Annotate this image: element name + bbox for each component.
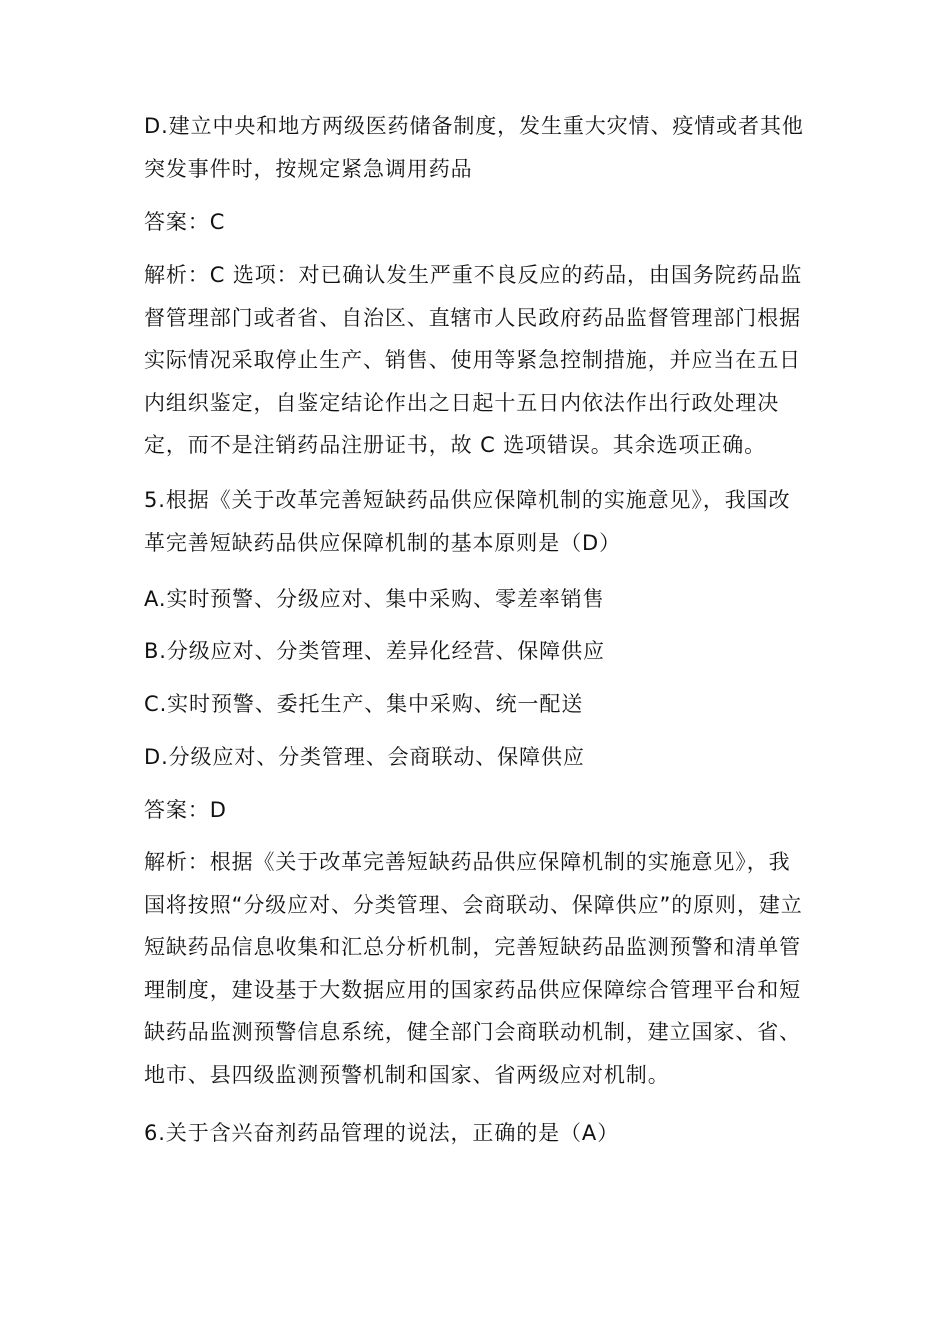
option-d-previous-question xyxy=(144,105,808,190)
option-5-d xyxy=(144,736,808,779)
analysis-4 xyxy=(144,254,808,467)
question-6 xyxy=(144,1112,808,1155)
option-text: C.实时预警、委托生产、集中采购、统一配送 xyxy=(144,692,584,716)
option-5-b xyxy=(144,630,808,673)
option-text: A.实时预警、分级应对、集中采购、零差率销售 xyxy=(144,587,605,611)
text-line: 5.根据《关于改革完善短缺药品供应保障机制的实施意见》，我国改 xyxy=(144,488,791,512)
text-line: 缺药品监测预警信息系统，健全部门会商联动机制，建立国家、省、 xyxy=(144,1020,801,1044)
answer-5 xyxy=(144,789,808,832)
answer-text: 答案：C xyxy=(144,210,226,234)
text-line: 理制度，建设基于大数据应用的国家药品供应保障综合管理平台和短 xyxy=(144,977,801,1002)
option-5-a xyxy=(144,578,808,621)
text-line: 内组织鉴定，自鉴定结论作出之日起十五日内依法作出行政处理决 xyxy=(144,390,780,415)
text-line: D.建立中央和地方两级医药储备制度，发生重大灾情、疫情或者其他 xyxy=(144,114,804,138)
option-text: B.分级应对、分类管理、差异化经营、保障供应 xyxy=(144,639,605,663)
text-line: 短缺药品信息收集和汇总分析机制，完善短缺药品监测预警和清单管 xyxy=(144,935,801,959)
text-line: 地市、县四级监测预警机制和国家、省两级应对机制。 xyxy=(144,1062,670,1087)
answer-text: 答案：D xyxy=(144,798,227,822)
question-5 xyxy=(144,479,808,564)
text-line: 实际情况采取停止生产、销售、使用等紧急控制措施，并应当在五日 xyxy=(144,348,801,372)
option-text: D.分级应对、分类管理、会商联动、保障供应 xyxy=(144,745,585,769)
question-text: 6.关于含兴奋剂药品管理的说法，正确的是（A） xyxy=(144,1121,620,1145)
text-line: 国将按照“分级应对、分类管理、会商联动、保障供应”的原则，建立 xyxy=(144,892,803,917)
analysis-5 xyxy=(144,841,808,1096)
text-line: 解析：C 选项：对已确认发生严重不良反应的药品，由国务院药品监 xyxy=(144,263,803,287)
text-line: 定，而不是注销药品注册证书，故 C 选项错误。其余选项正确。 xyxy=(144,433,767,457)
text-line: 革完善短缺药品供应保障机制的基本原则是（D） xyxy=(144,530,621,555)
text-line: 解析：根据《关于改革完善短缺药品供应保障机制的实施意见》，我 xyxy=(144,850,791,874)
option-5-c xyxy=(144,683,808,726)
answer-4 xyxy=(144,201,808,244)
text-line: 督管理部门或者省、自治区、直辖市人民政府药品监督管理部门根据 xyxy=(144,305,801,330)
text-line: 突发事件时，按规定紧急调用药品 xyxy=(144,156,473,181)
